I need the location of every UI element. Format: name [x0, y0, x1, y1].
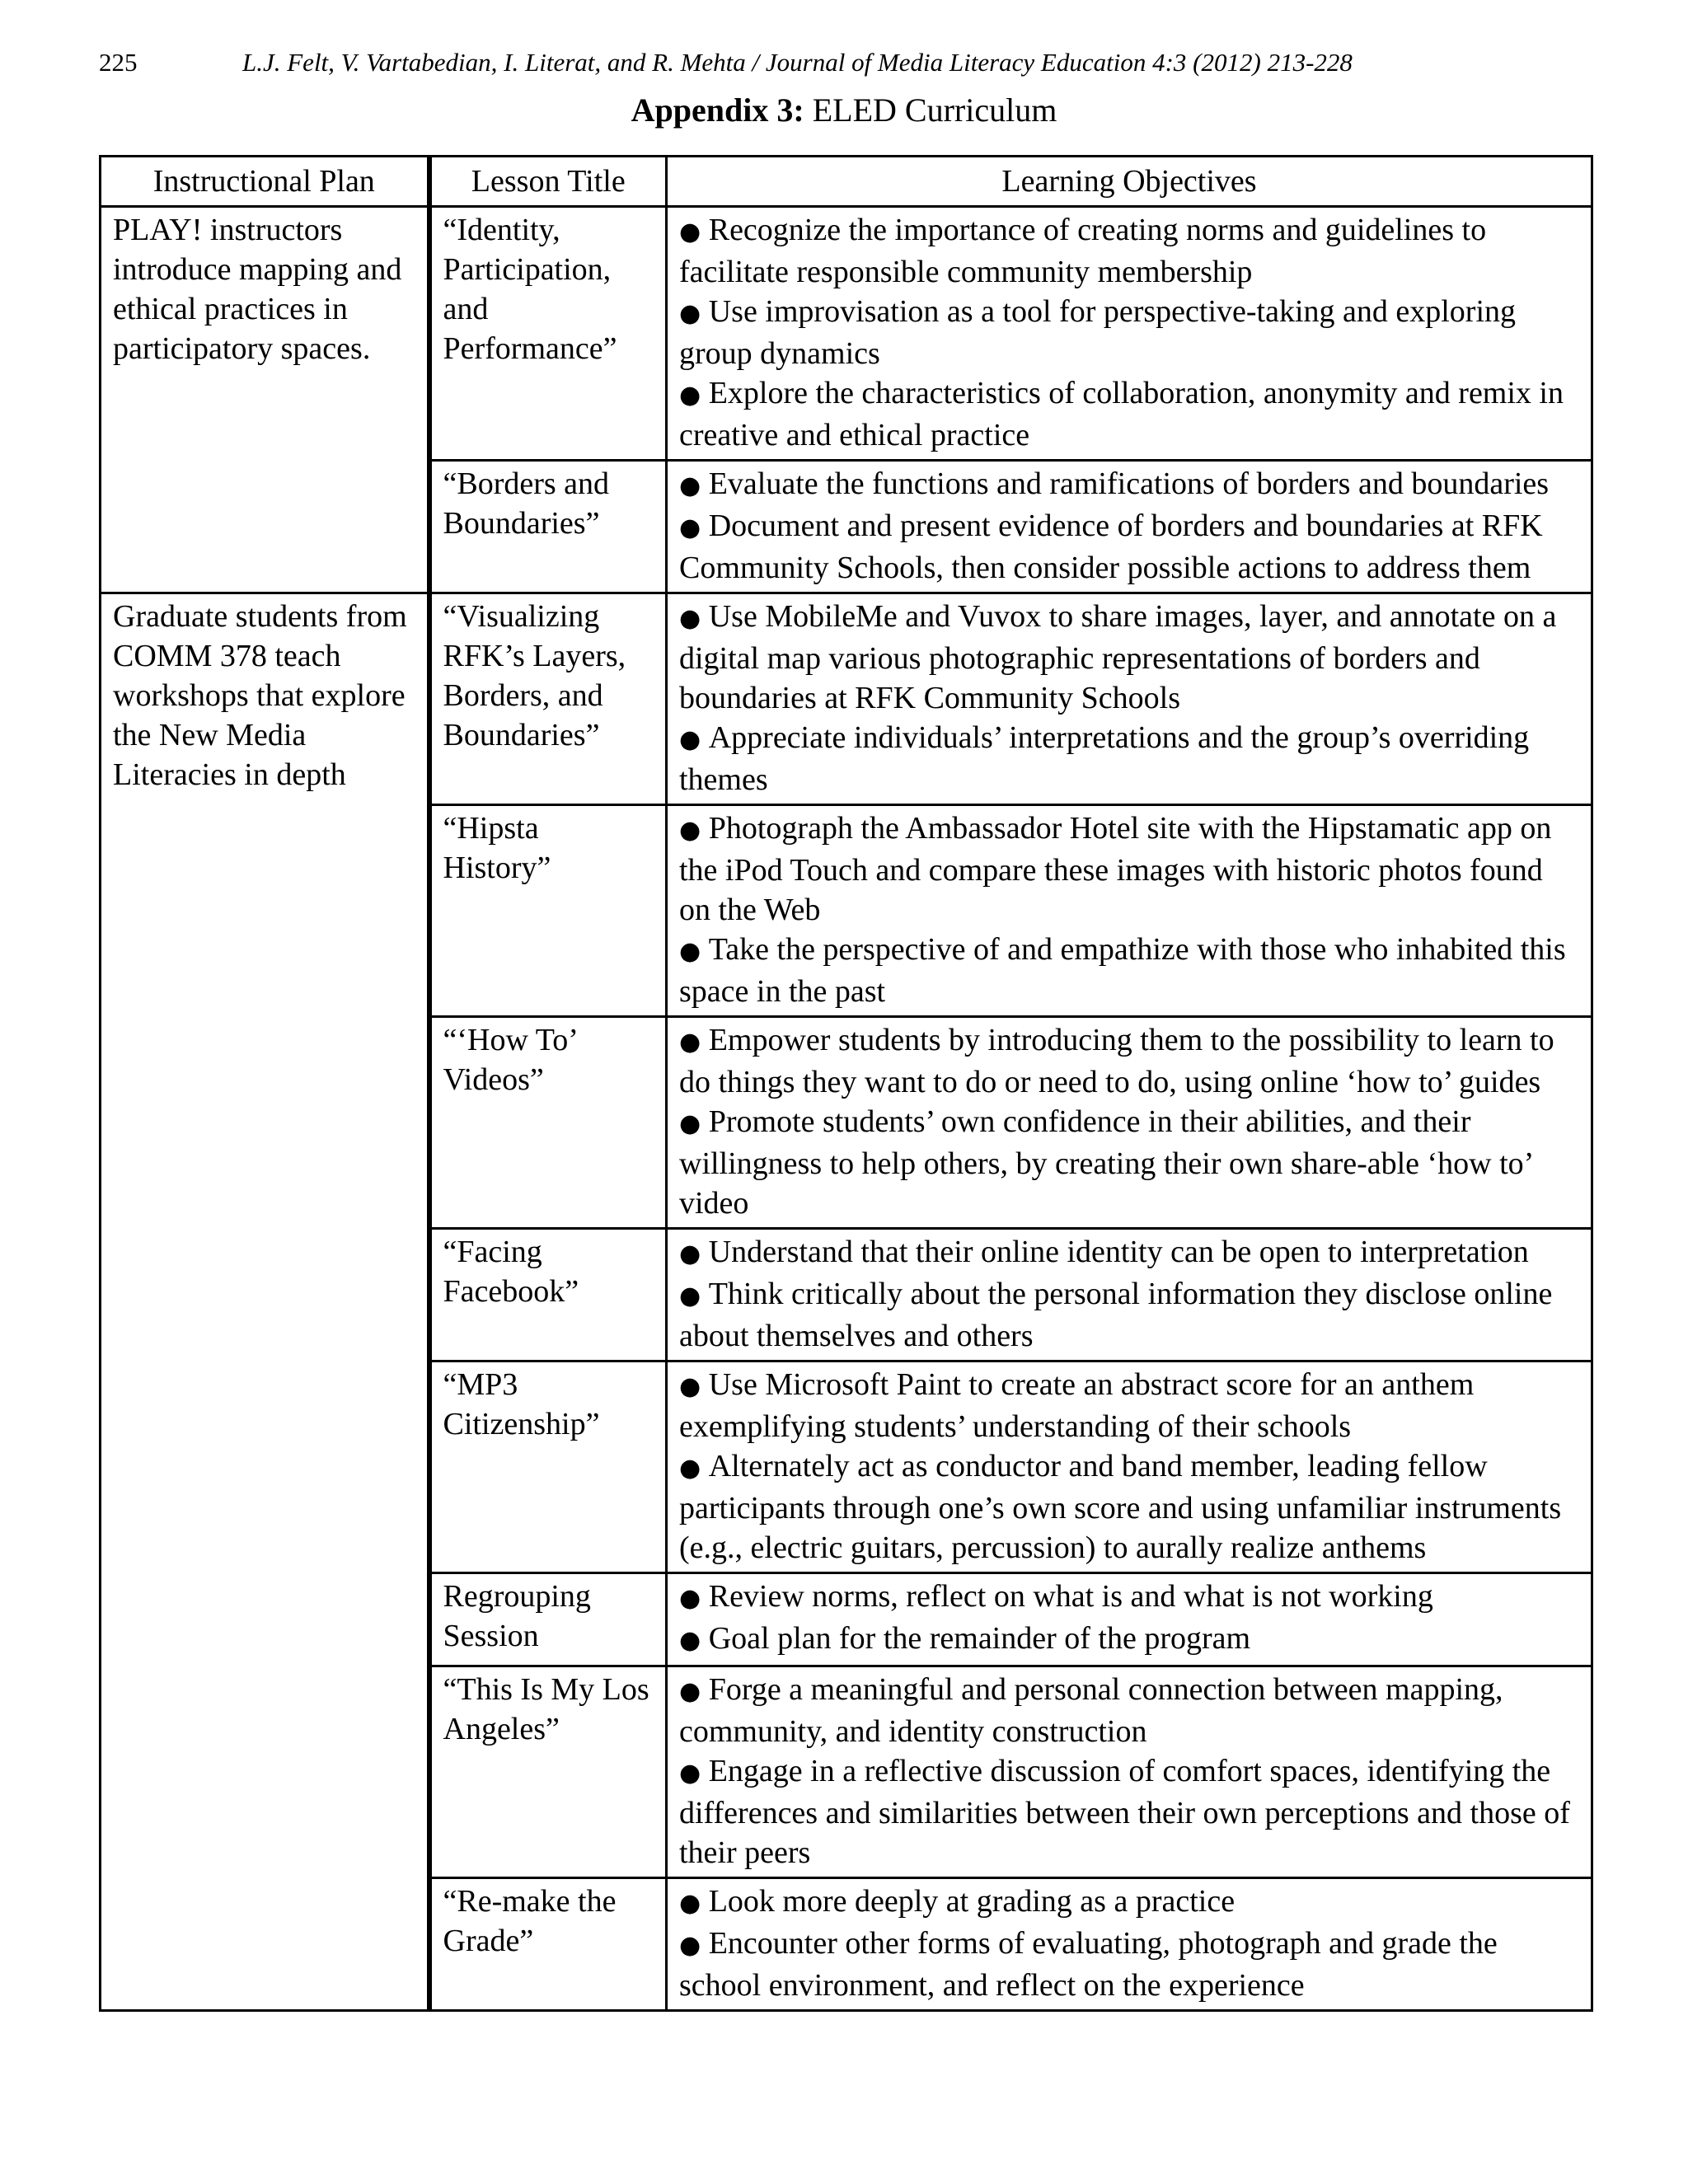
lesson-title-cell: “Re-make the Grade” [429, 1878, 667, 2011]
objective-item [679, 930, 1579, 1011]
objective-text: Think critically about the personal information they disclose online about themselves and others [679, 1277, 1553, 1353]
lesson-title-cell: “Facing Facebook” [429, 1229, 667, 1361]
curriculum-table [99, 155, 1593, 2012]
objective-text: Explore the characteristics of collaboration, anonymity and remix in creative and ethical practice [679, 376, 1564, 452]
objective-text: Forge a meaningful and personal connection between mapping, community, and identity construction [679, 1672, 1503, 1749]
objective-text: Look more deeply at grading as a practice [708, 1884, 1236, 1919]
learning-objectives-cell [667, 461, 1592, 593]
objective-item [679, 1577, 1579, 1619]
learning-objectives-cell [667, 1878, 1592, 2011]
bullet-icon: ● [679, 725, 709, 754]
lesson-title-cell: “Hipsta History” [429, 805, 667, 1017]
table-row [101, 593, 1592, 805]
learning-objectives-cell [667, 805, 1592, 1017]
bullet-icon: ● [679, 513, 709, 542]
bullet-icon: ● [679, 1889, 709, 1918]
objective-text: Take the perspective of and empathize with those who inhabited this space in the past [679, 932, 1566, 1009]
objective-item [679, 1924, 1579, 2005]
page-number: 225 [99, 48, 138, 77]
objective-item [679, 210, 1579, 292]
bullet-icon: ● [679, 381, 709, 410]
bullet-icon: ● [679, 1240, 709, 1268]
bullet-icon: ● [679, 218, 709, 246]
objective-item [679, 1365, 1579, 1446]
objective-item [679, 1882, 1579, 1924]
objective-item [679, 808, 1579, 930]
learning-objectives-cell [667, 207, 1592, 461]
bullet-icon: ● [679, 1109, 709, 1138]
bullet-icon: ● [679, 1677, 709, 1706]
learning-objectives-cell [667, 1573, 1592, 1666]
learning-objectives-cell [667, 1017, 1592, 1229]
bullet-icon: ● [679, 816, 709, 845]
objective-item [679, 1232, 1579, 1274]
objective-text: Promote students’ own confidence in their abilities, and their willingness to help others, by creating their own share-able ‘how to’ video [679, 1104, 1532, 1221]
objective-item [679, 1102, 1579, 1223]
table-body [101, 207, 1592, 2011]
objective-text: Goal plan for the remainder of the program [708, 1621, 1251, 1656]
lesson-title-cell: “‘How To’ Videos” [429, 1017, 667, 1229]
objective-text: Appreciate individuals’ interpretations and the group’s overriding themes [679, 720, 1530, 797]
objective-item [679, 1619, 1579, 1661]
learning-objectives-cell [667, 1229, 1592, 1361]
table-caption [0, 91, 1688, 129]
bullet-icon: ● [679, 937, 709, 966]
table-row [101, 207, 1592, 461]
objective-text: Document and present evidence of borders and boundaries at RFK Community Schools, then consider possible actions to address them [679, 509, 1543, 585]
lesson-title-cell: “Identity, Participation, and Performance” [429, 207, 667, 461]
header-learning-objectives: Learning Objectives [667, 157, 1592, 207]
lesson-title-cell: “This Is My Los Angeles” [429, 1666, 667, 1878]
caption-label: Appendix 3: [631, 91, 804, 129]
objective-item [679, 597, 1579, 718]
objective-text: Use MobileMe and Vuvox to share images, layer, and annotate on a digital map various photographic representations of borders and boundaries at RFK Community Schools [679, 599, 1557, 715]
objective-text: Empower students by introducing them to the possibility to learn to do things they want to do or need to do, using online ‘how to’ guides [679, 1023, 1554, 1099]
objective-text: Recognize the importance of creating norms and guidelines to facilitate responsible community membership [679, 213, 1487, 289]
bullet-icon: ● [679, 1028, 709, 1057]
lesson-title-cell: “Visualizing RFK’s Layers, Borders, and Boundaries” [429, 593, 667, 805]
bullet-icon: ● [679, 1584, 709, 1613]
header-lesson-title: Lesson Title [429, 157, 667, 207]
objective-item [679, 506, 1579, 588]
running-head-citation: L.J. Felt, V. Vartabedian, I. Literat, and R. Mehta / Journal of Media Literacy Education 4:3 (2012) 213-228 [242, 48, 1353, 77]
bullet-icon: ● [679, 1372, 709, 1401]
learning-objectives-cell [667, 593, 1592, 805]
learning-objectives-cell [667, 1361, 1592, 1573]
instructional-plan-cell: PLAY! instructors introduce mapping and ethical practices in participatory spaces. [101, 207, 429, 593]
lesson-title-cell: “Borders and Boundaries” [429, 461, 667, 593]
objective-item [679, 718, 1579, 799]
objective-text: Use Microsoft Paint to create an abstract score for an anthem exemplifying students’ understanding of their schools [679, 1367, 1475, 1444]
objective-text: Evaluate the functions and ramifications of borders and boundaries [708, 466, 1550, 501]
bullet-icon: ● [679, 1454, 709, 1483]
objective-item [679, 1020, 1579, 1102]
objective-text: Engage in a reflective discussion of comfort spaces, identifying the differences and similarities between their own perceptions and those of their peers [679, 1754, 1570, 1870]
objective-item [679, 1751, 1579, 1872]
lesson-title-cell: “MP3 Citizenship” [429, 1361, 667, 1573]
objective-text: Photograph the Ambassador Hotel site with the Hipstamatic app on the iPod Touch and compare these images with historic photos found on the Web [679, 811, 1552, 927]
objective-item [679, 464, 1579, 506]
lesson-title-cell: Regrouping Session [429, 1573, 667, 1666]
bullet-icon: ● [679, 299, 709, 328]
objective-text: Review norms, reflect on what is and what is not working [708, 1579, 1433, 1614]
learning-objectives-cell [667, 1666, 1592, 1878]
bullet-icon: ● [679, 1931, 709, 1960]
objective-text: Use improvisation as a tool for perspective-taking and exploring group dynamics [679, 294, 1517, 371]
bullet-icon: ● [679, 1282, 709, 1310]
bullet-icon: ● [679, 1626, 709, 1655]
table-header-row [101, 157, 1592, 207]
header-instructional-plan: Instructional Plan [101, 157, 429, 207]
running-header [99, 48, 1615, 87]
objective-item [679, 1274, 1579, 1356]
objective-item [679, 1670, 1579, 1751]
instructional-plan-cell: Graduate students from COMM 378 teach workshops that explore the New Media Literacies in depth [101, 593, 429, 2011]
objective-item [679, 1446, 1579, 1568]
bullet-icon: ● [679, 471, 709, 500]
bullet-icon: ● [679, 1759, 709, 1788]
objective-item [679, 292, 1579, 373]
objective-text: Encounter other forms of evaluating, photograph and grade the school environment, and reflect on the experience [679, 1926, 1498, 2003]
bullet-icon: ● [679, 604, 709, 633]
caption-title: ELED Curriculum [812, 91, 1057, 129]
objective-item [679, 373, 1579, 455]
objective-text: Alternately act as conductor and band member, leading fellow participants through one’s own score and using unfamiliar instruments (e.g., electric guitars, percussion) to aurally realize anthems [679, 1449, 1562, 1565]
objective-text: Understand that their online identity can be open to interpretation [708, 1235, 1529, 1269]
